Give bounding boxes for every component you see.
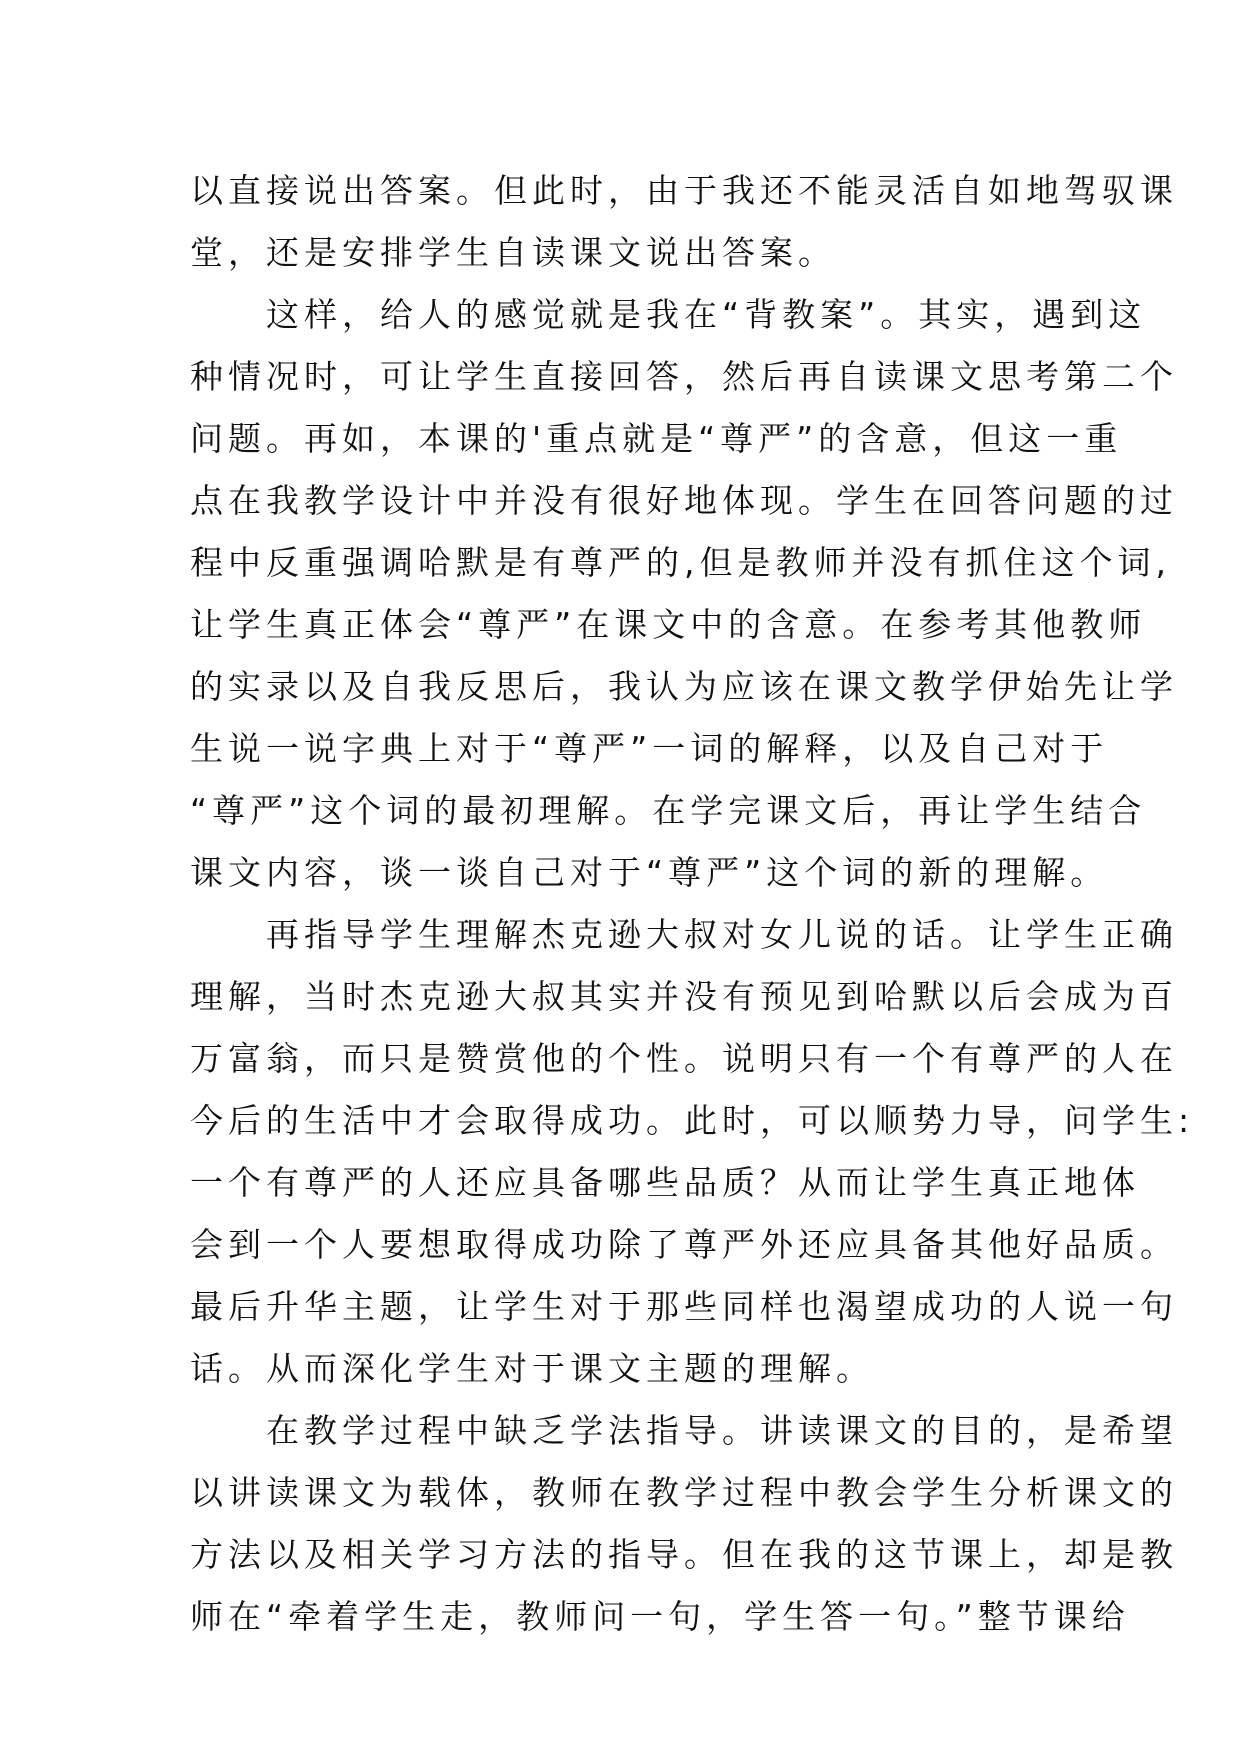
paragraph-1 (190, 160, 1178, 284)
text-line: 会到一个人要想取得成功除了尊严外还应具备其他好品质。 (190, 1225, 1178, 1264)
text-line: 生说一说字典上对于“尊严”一词的解释，以及自己对于 (190, 729, 1109, 768)
text-line: 万富翁，而只是赞赏他的个性。说明只有一个有尊严的人在 (190, 1039, 1178, 1078)
text-line: 方法以及相关学习方法的指导。但在我的这节课上，却是教 (190, 1535, 1178, 1574)
text-line: 一个有尊严的人还应具备哪些品质？从而让学生真正地体 (190, 1163, 1140, 1202)
text-line: 让学生真正体会“尊严”在课文中的含意。在参考其他教师 (190, 605, 1147, 644)
text-line: 堂，还是安排学生自读课文说出答案。 (190, 233, 836, 272)
text-line: 再指导学生理解杰克逊大叔对女儿说的话。让学生正确 (190, 915, 1178, 954)
paragraph-2 (190, 284, 1178, 904)
text-line: 以直接说出答案。但此时，由于我还不能灵活自如地驾驭课 (190, 171, 1178, 210)
paragraph-3 (190, 904, 1195, 1400)
text-line: 点在我教学设计中并没有很好地体现。学生在回答问题的过 (190, 481, 1178, 520)
text-line: 以讲读课文为载体，教师在教学过程中教会学生分析课文的 (190, 1473, 1178, 1512)
text-line: 这样，给人的感觉就是我在“背教案”。其实，遇到这 (190, 295, 1147, 334)
text-line: 今后的生活中才会取得成功。此时，可以顺势力导，问学生: (190, 1101, 1195, 1140)
text-line: 课文内容，谈一谈自己对于“尊严”这个词的新的理解。 (190, 853, 1109, 892)
text-line: 在教学过程中缺乏学法指导。讲读课文的目的，是希望 (190, 1411, 1178, 1450)
text-line: 师在“牵着学生走，教师问一句，学生答一句。”整节课给 (190, 1597, 1130, 1636)
text-line: 种情况时，可让学生直接回答，然后再自读课文思考第二个 (190, 357, 1178, 396)
text-line: 程中反重强调哈默是有尊严的,但是教师并没有抓住这个词, (190, 543, 1171, 582)
body-text (190, 160, 1195, 1648)
text-line: 理解，当时杰克逊大叔其实并没有预见到哈默以后会成为百 (190, 977, 1178, 1016)
text-line: 最后升华主题，让学生对于那些同样也渴望成功的人说一句 (190, 1287, 1178, 1326)
text-line: 话。从而深化学生对于课文主题的理解。 (190, 1349, 874, 1388)
text-line: “尊严”这个词的最初理解。在学完课文后，再让学生结合 (190, 791, 1147, 830)
paragraph-4 (190, 1400, 1178, 1648)
text-line: 问题。再如，本课的'重点就是“尊严”的含意，但这一重 (190, 419, 1123, 458)
text-line: 的实录以及自我反思后，我认为应该在课文教学伊始先让学 (190, 667, 1178, 706)
